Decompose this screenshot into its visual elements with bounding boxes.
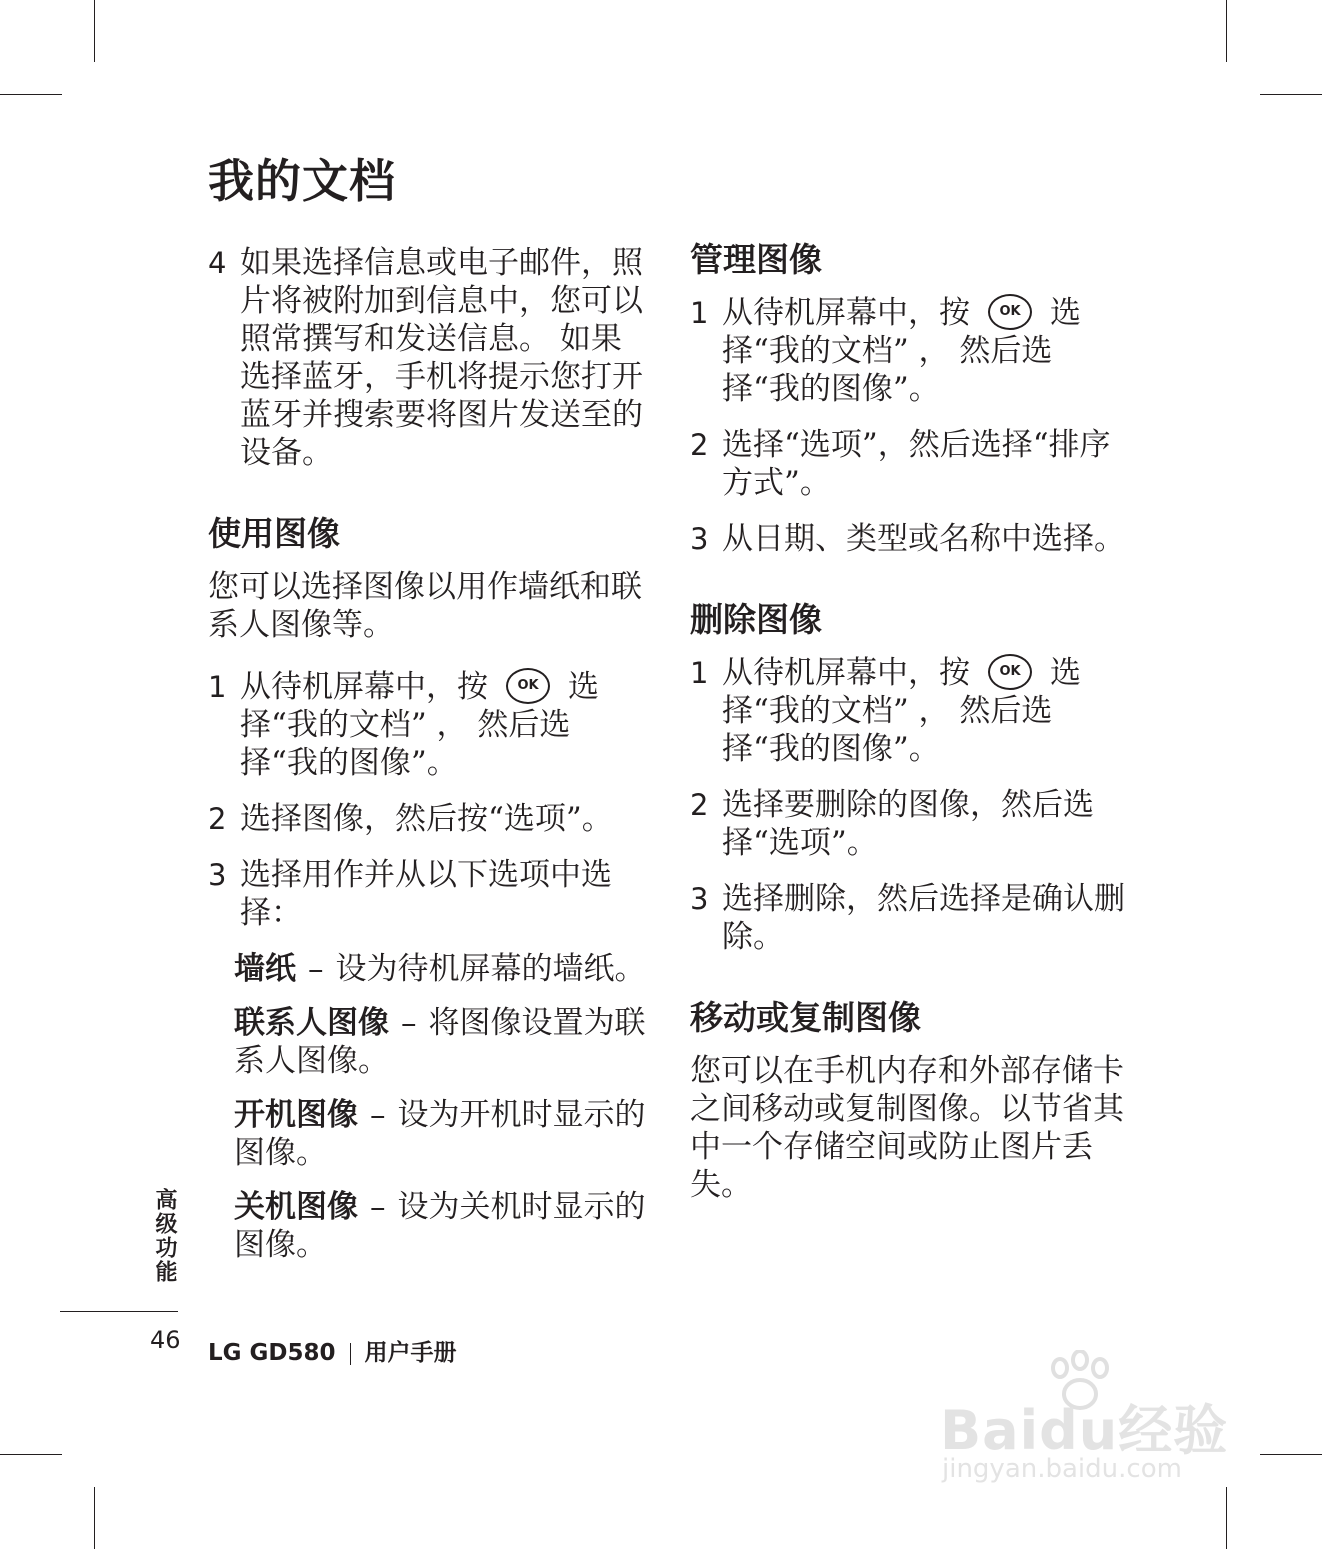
manage-image-heading: 管理图像 xyxy=(690,240,822,279)
option-desc: 设为待机屏幕的墙纸。 xyxy=(335,951,646,987)
delete-step-3 xyxy=(690,880,1130,956)
crop-mark xyxy=(1260,94,1322,95)
use-image-intro: 您可以选择图像以用作墙纸和联系人图像等。 xyxy=(208,569,642,643)
step-text: 选择“我的文档” ， 然后选择“我的图像”。 xyxy=(240,669,599,781)
option-label: 联系人图像 xyxy=(234,1005,389,1041)
step-number: 1 xyxy=(690,296,709,330)
step-text: 从待机屏幕中，按 xyxy=(722,295,970,331)
crop-mark xyxy=(0,1454,62,1455)
right-column xyxy=(690,240,1130,1228)
step-text: 选择删除，然后选择是确认删除。 xyxy=(722,881,1125,955)
option-desc: 设为关机时显示的图像。 xyxy=(234,1189,646,1263)
crop-mark xyxy=(0,94,62,95)
step-number: 3 xyxy=(690,522,709,556)
step-text: 如果选择信息或电子邮件，照片将被附加到信息中，您可以照常撰写和发送信息。 如果选择蓝牙，手机将提示您打开蓝牙并搜索要将图片发送至的设备。 xyxy=(240,245,643,471)
option-shutdown-image xyxy=(208,1188,648,1264)
step-number: 2 xyxy=(208,802,227,836)
option-label: 墙纸 xyxy=(234,951,296,987)
manage-step-3 xyxy=(690,520,1130,558)
footer xyxy=(208,1334,457,1367)
option-startup-image xyxy=(208,1096,648,1172)
step-text: 选择图像，然后按“选项”。 xyxy=(240,801,613,837)
footer-model: LG GD580 xyxy=(208,1340,336,1366)
step-number: 2 xyxy=(690,428,709,462)
step-number: 3 xyxy=(208,858,227,892)
send-step-4 xyxy=(208,244,648,472)
crop-mark xyxy=(1260,1454,1322,1455)
footer-manual: 用户手册 xyxy=(364,1340,457,1366)
baidu-watermark xyxy=(940,1350,1240,1500)
step-text: 从待机屏幕中，按 xyxy=(722,655,970,691)
step-number: 3 xyxy=(690,882,709,916)
manage-step-1 xyxy=(690,294,1130,408)
step-text: 选择“选项”，然后选择“排序方式”。 xyxy=(722,427,1111,501)
ok-key-icon: OK xyxy=(506,668,550,704)
delete-step-2 xyxy=(690,786,1130,862)
step-text: 选择用作并从以下选项中选择： xyxy=(240,857,612,931)
delete-step-1 xyxy=(690,654,1130,768)
step-number: 2 xyxy=(690,788,709,822)
option-dash: – xyxy=(370,1097,386,1133)
step-number: 1 xyxy=(690,656,709,690)
use-image-heading: 使用图像 xyxy=(208,514,340,553)
page-number: 46 xyxy=(150,1326,181,1354)
step-text: 选择“我的文档” ， 然后选择“我的图像”。 xyxy=(722,655,1081,767)
delete-image-heading: 删除图像 xyxy=(690,600,822,639)
option-contact-image xyxy=(208,1004,648,1080)
side-section-label: 高级功能 xyxy=(152,1188,177,1284)
manage-step-2 xyxy=(690,426,1130,502)
step-text: 从日期、类型或名称中选择。 xyxy=(722,521,1125,557)
ok-key-icon: OK xyxy=(988,294,1032,330)
option-dash: – xyxy=(308,951,324,987)
option-desc: 设为开机时显示的图像。 xyxy=(234,1097,646,1171)
step-number: 1 xyxy=(208,670,227,704)
step-text: 选择要删除的图像，然后选择“选项”。 xyxy=(722,787,1094,861)
step-text: 选择“我的文档” ， 然后选择“我的图像”。 xyxy=(722,295,1081,407)
use-step-1 xyxy=(208,668,648,782)
step-number: 4 xyxy=(208,246,227,280)
left-column xyxy=(208,244,648,1280)
page-title: 我的文档 xyxy=(208,154,396,208)
crop-mark xyxy=(94,1487,95,1549)
move-copy-heading: 移动或复制图像 xyxy=(690,998,921,1037)
watermark-url: jingyan.baidu.com xyxy=(942,1454,1182,1484)
option-label: 开机图像 xyxy=(234,1097,358,1133)
option-wallpaper xyxy=(208,950,648,988)
ok-key-icon: OK xyxy=(988,654,1032,690)
crop-mark xyxy=(1226,0,1227,62)
option-dash: – xyxy=(370,1189,386,1225)
step-text: 从待机屏幕中，按 xyxy=(240,669,488,705)
side-divider xyxy=(60,1311,178,1312)
move-copy-text: 您可以在手机内存和外部存储卡之间移动或复制图像。以节省其中一个存储空间或防止图片丢失。 xyxy=(690,1053,1124,1203)
watermark-text: Baidu经验 xyxy=(940,1399,1229,1462)
option-desc: 将图像设置为联系人图像。 xyxy=(234,1005,646,1079)
option-dash: – xyxy=(401,1005,417,1041)
crop-mark xyxy=(94,0,95,62)
option-label: 关机图像 xyxy=(234,1189,358,1225)
use-step-3 xyxy=(208,856,648,932)
footer-separator xyxy=(350,1343,351,1365)
use-step-2 xyxy=(208,800,648,838)
